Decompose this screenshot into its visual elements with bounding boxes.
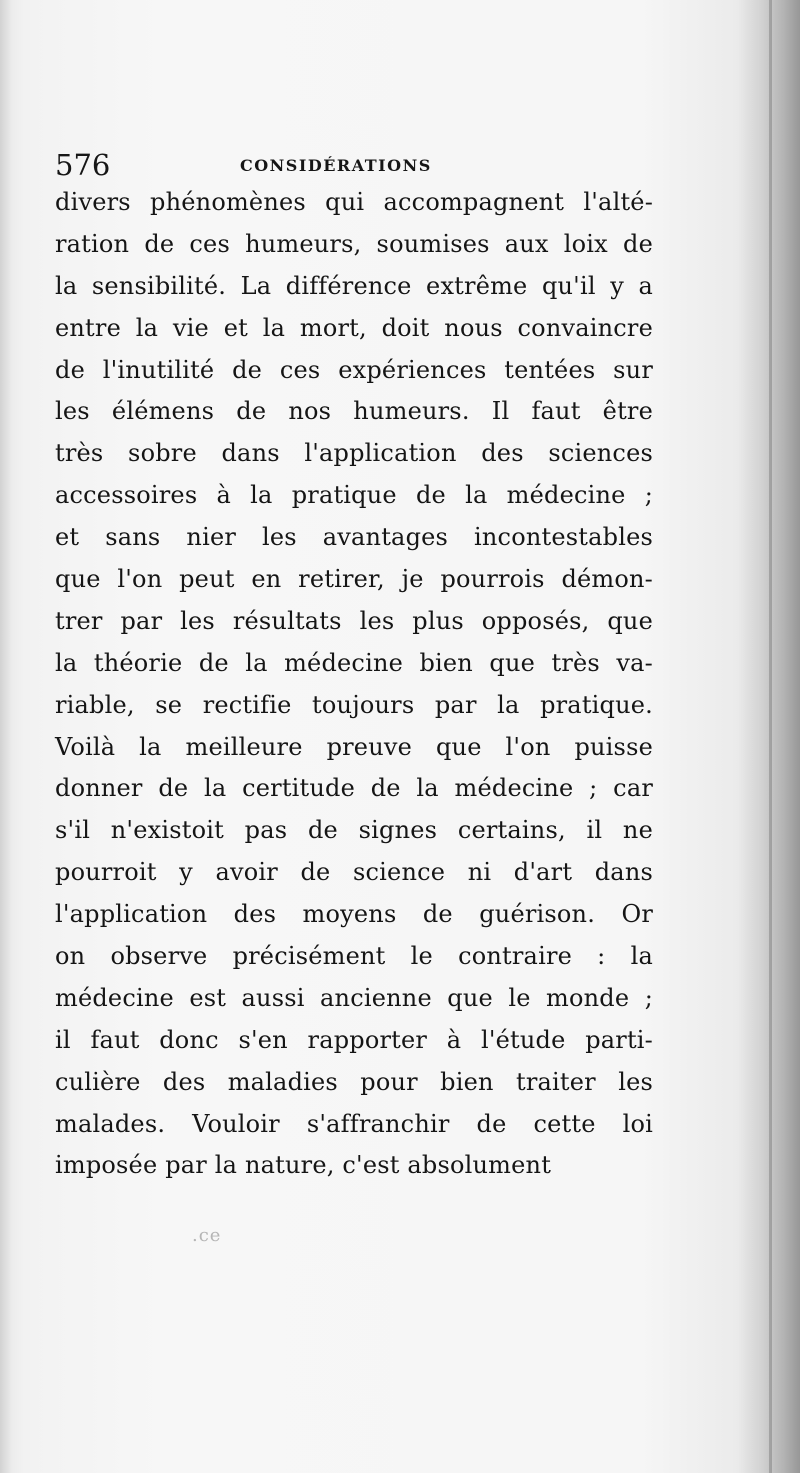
text-line: il faut donc s'en rapporter à l'étude parti- xyxy=(55,1025,653,1054)
text-line: donner de la certitude de la médecine ; car xyxy=(55,774,653,803)
text-line: la théorie de la médecine bien que très va- xyxy=(55,648,653,677)
gutter-line xyxy=(769,0,772,1473)
text-line: imposée par la nature, c'est absolument xyxy=(55,1151,552,1180)
text-line: la sensibilité. La différence extrême qu'il y a xyxy=(55,271,653,300)
page-number: 576 xyxy=(55,148,111,182)
text-line: trer par les résultats les plus opposés, que xyxy=(55,606,653,635)
text-line: les élémens de nos humeurs. Il faut être xyxy=(55,397,653,426)
text-line: l'application des moyens de guérison. Or xyxy=(55,900,653,929)
text-line: riable, se rectifie toujours par la pratique. xyxy=(55,690,653,719)
text-line: malades. Vouloir s'affranchir de cette loi xyxy=(55,1109,653,1138)
text-line: s'il n'existoit pas de signes certains, il ne xyxy=(55,816,653,845)
text-line: Voilà la meilleure preuve que l'on puisse xyxy=(55,732,653,761)
text-line: de l'inutilité de ces expériences tentées sur xyxy=(55,355,653,384)
text-line: on observe précisément le contraire : la xyxy=(55,942,653,971)
bleed-through-mark: .ce xyxy=(192,1225,222,1246)
text-line: médecine est aussi ancienne que le monde ; xyxy=(55,983,653,1012)
text-line: et sans nier les avantages incontestables xyxy=(55,523,653,552)
page-left-edge xyxy=(0,0,12,1473)
text-line: culière des maladies pour bien traiter les xyxy=(55,1067,653,1096)
running-head: CONSIDÉRATIONS xyxy=(240,156,432,175)
text-line: très sobre dans l'application des sciences xyxy=(55,439,653,468)
text-line: entre la vie et la mort, doit nous convaincre xyxy=(55,313,653,342)
text-line: pourroit y avoir de science ni d'art dans xyxy=(55,858,653,887)
text-line: accessoires à la pratique de la médecine ; xyxy=(55,481,653,510)
text-line: que l'on peut en retirer, je pourrois démon- xyxy=(55,565,653,594)
text-line: ration de ces humeurs, soumises aux loix de xyxy=(55,229,653,258)
text-line: divers phénomènes qui accompagnent l'alté- xyxy=(55,188,653,216)
body-text xyxy=(55,182,653,1187)
